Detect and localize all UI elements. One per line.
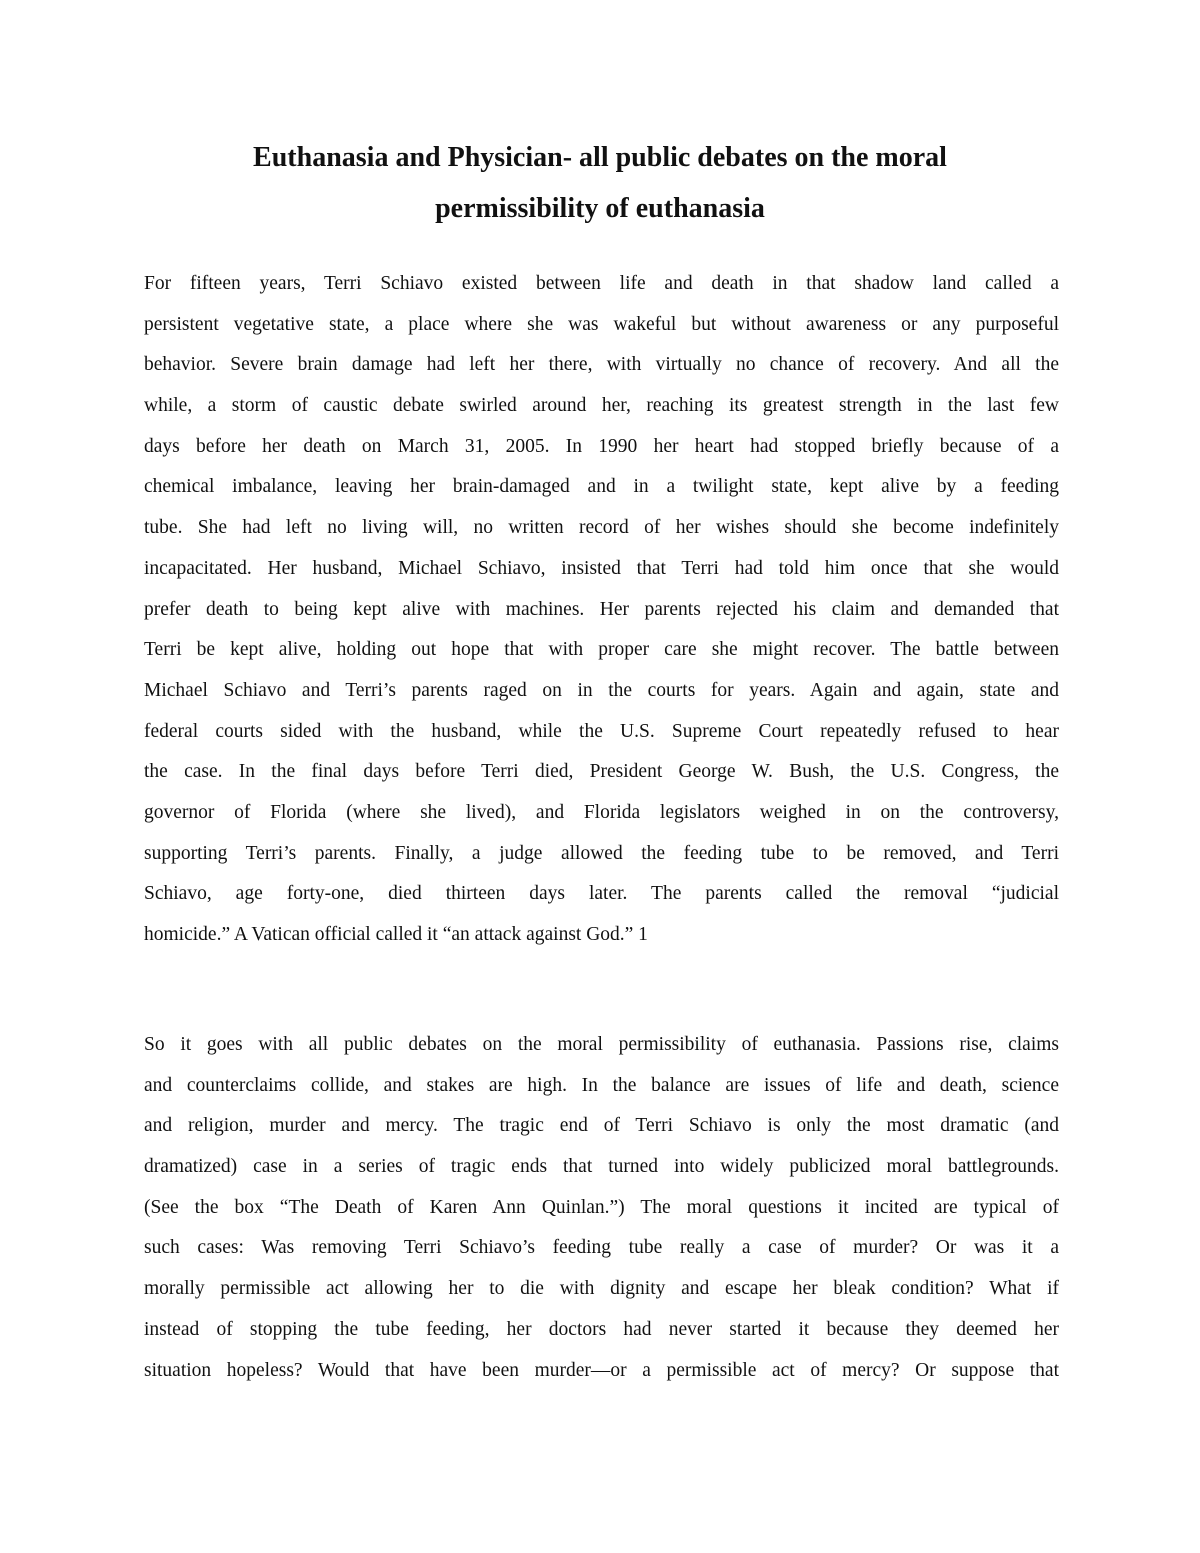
title-line-1: Euthanasia and Physician- all public debates on the moral <box>253 142 947 173</box>
document-title <box>144 138 1056 229</box>
text-line: dramatized) case in a series of tragic ends that turned into widely publicized moral battlegrounds. <box>144 1156 1059 1178</box>
text-line: federal courts sided with the husband, while the U.S. Supreme Court repeatedly refused to hear <box>144 720 1059 742</box>
text-line: persistent vegetative state, a place where she was wakeful but without awareness or any purposeful <box>144 313 1059 335</box>
text-line: So it goes with all public debates on the moral permissibility of euthanasia. Passions rise, claims <box>144 1034 1059 1055</box>
text-line: tube. She had left no living will, no written record of her wishes should she become indefinitely <box>144 517 1059 539</box>
text-line: governor of Florida (where she lived), and Florida legislators weighed in on the controversy, <box>144 801 1059 823</box>
text-line: Michael Schiavo and Terri’s parents raged on in the courts for years. Again and again, state and <box>144 679 1059 701</box>
text-line: instead of stopping the tube feeding, her doctors had never started it because they deemed her <box>144 1318 1059 1340</box>
paragraph-1 <box>144 264 1059 956</box>
text-line: morally permissible act allowing her to die with dignity and escape her bleak condition? What if <box>144 1278 1059 1300</box>
text-line: while, a storm of caustic debate swirled around her, reaching its greatest strength in the last few <box>144 395 1059 417</box>
text-line: (See the box “The Death of Karen Ann Quinlan.”) The moral questions it incited are typical of <box>144 1196 1059 1218</box>
text-line: supporting Terri’s parents. Finally, a judge allowed the feeding tube to be removed, and Terri <box>144 842 1059 864</box>
text-line: such cases: Was removing Terri Schiavo’s feeding tube really a case of murder? Or was it a <box>144 1237 1059 1259</box>
text-line: and religion, murder and mercy. The tragic end of Terri Schiavo is only the most dramatic (and <box>144 1115 1059 1137</box>
text-line: behavior. Severe brain damage had left her there, with virtually no chance of recovery. And all the <box>144 354 1059 376</box>
text-line: Schiavo, age forty-one, died thirteen days later. The parents called the removal “judicial <box>144 883 1059 905</box>
text-line: prefer death to being kept alive with machines. Her parents rejected his claim and demanded that <box>144 598 1059 620</box>
text-line: and counterclaims collide, and stakes are high. In the balance are issues of life and death, science <box>144 1074 1059 1096</box>
paragraph-2 <box>144 1025 1059 1391</box>
text-line: homicide.” A Vatican official called it “an attack against God.” 1 <box>144 924 648 945</box>
text-line: days before her death on March 31, 2005. In 1990 her heart had stopped briefly because of a <box>144 435 1059 457</box>
title-line-2: permissibility of euthanasia <box>435 193 765 224</box>
text-line: incapacitated. Her husband, Michael Schiavo, insisted that Terri had told him once that she would <box>144 557 1059 579</box>
text-line: For fifteen years, Terri Schiavo existed between life and death in that shadow land called a <box>144 273 1059 294</box>
text-line: the case. In the final days before Terri died, President George W. Bush, the U.S. Congress, the <box>144 761 1059 783</box>
text-line: situation hopeless? Would that have been murder—or a permissible act of mercy? Or suppose that <box>144 1359 1059 1381</box>
text-line: Terri be kept alive, holding out hope that with proper care she might recover. The battle between <box>144 639 1059 661</box>
text-line: chemical imbalance, leaving her brain-damaged and in a twilight state, kept alive by a feeding <box>144 476 1059 498</box>
